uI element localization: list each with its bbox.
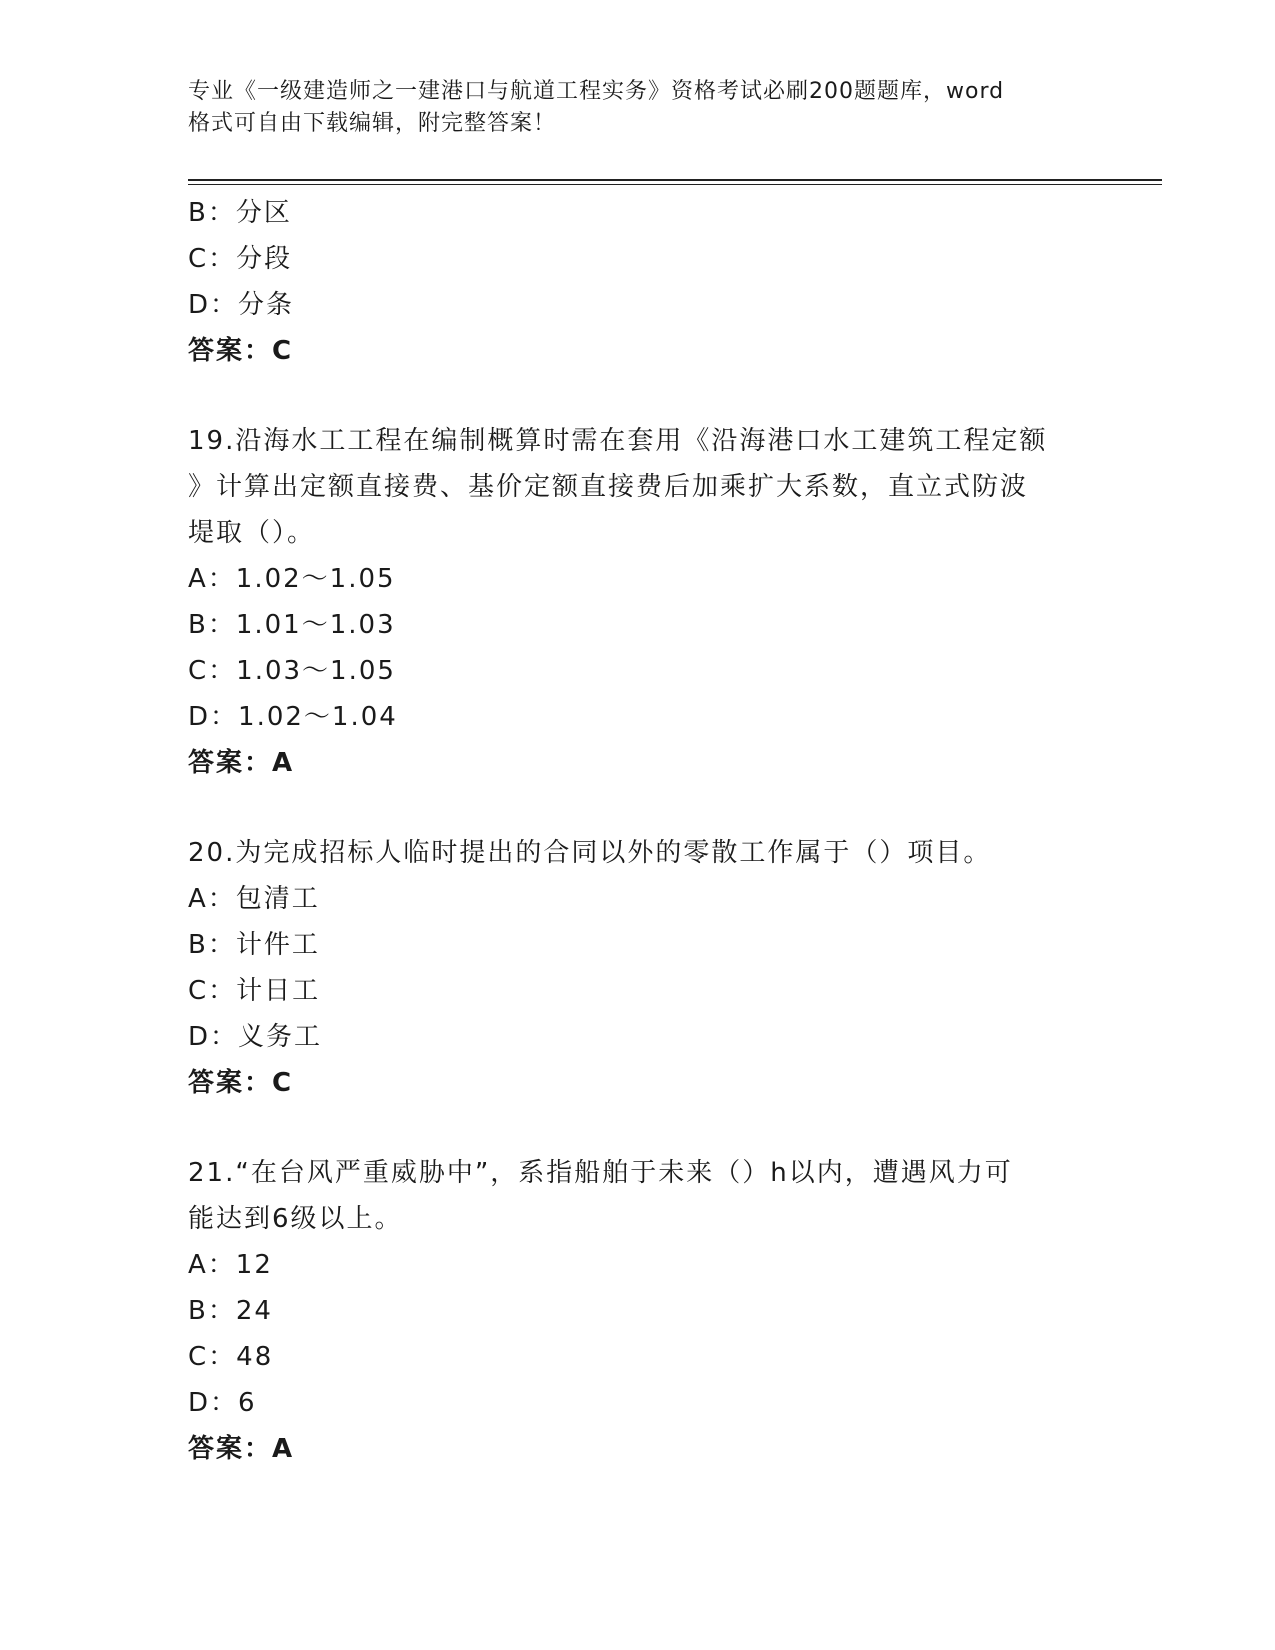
header-line-2: 格式可自由下载编辑，附完整答案！	[188, 111, 557, 136]
header-line-1: 专业《一级建造师之一建港口与航道工程实务》资格考试必刷200题题库，word	[188, 79, 1005, 104]
header-divider	[188, 179, 1162, 181]
document-header	[188, 76, 1088, 140]
question-18	[188, 190, 1088, 374]
answer: 答案：C	[188, 336, 294, 366]
question-text	[188, 830, 1088, 876]
question-text-line: 能达到6级以上。	[188, 1204, 403, 1234]
question-text-line: 21.“在台风严重威胁中”，系指船舶于未来（）h以内，遭遇风力可	[188, 1158, 1013, 1188]
question-text-line: 》计算出定额直接费、基价定额直接费后加乘扩大系数，直立式防波	[188, 472, 1029, 502]
question-text-line: 堤取（）。	[188, 518, 316, 548]
option-c: C：分段	[188, 244, 293, 274]
question-list	[188, 190, 1088, 1472]
option-d: D：6	[188, 1388, 257, 1418]
option-d: D：1.02～1.04	[188, 702, 398, 732]
option-b: B：分区	[188, 198, 292, 228]
option-c: C：48	[188, 1342, 274, 1372]
answer: 答案：A	[188, 1434, 295, 1464]
option-a: A：12	[188, 1250, 273, 1280]
option-c: C：1.03～1.05	[188, 656, 396, 686]
option-b: B：1.01～1.03	[188, 610, 396, 640]
option-b: B：24	[188, 1296, 273, 1326]
option-b: B：计件工	[188, 930, 320, 960]
option-c: C：计日工	[188, 976, 321, 1006]
option-a: A：包清工	[188, 884, 320, 914]
question-text-line: 19.沿海水工工程在编制概算时需在套用《沿海港口水工建筑工程定额	[188, 426, 1048, 456]
option-d: D：分条	[188, 290, 295, 320]
option-d: D：义务工	[188, 1022, 323, 1052]
question-20	[188, 830, 1088, 1106]
question-21	[188, 1150, 1088, 1472]
question-text	[188, 1150, 1088, 1242]
answer: 答案：C	[188, 1068, 294, 1098]
answer: 答案：A	[188, 748, 295, 778]
option-a: A：1.02～1.05	[188, 564, 396, 594]
question-text	[188, 418, 1088, 556]
header-divider-thin	[188, 184, 1162, 185]
question-19	[188, 418, 1088, 786]
question-text-line: 20.为完成招标人临时提出的合同以外的零散工作属于（）项目。	[188, 838, 992, 868]
